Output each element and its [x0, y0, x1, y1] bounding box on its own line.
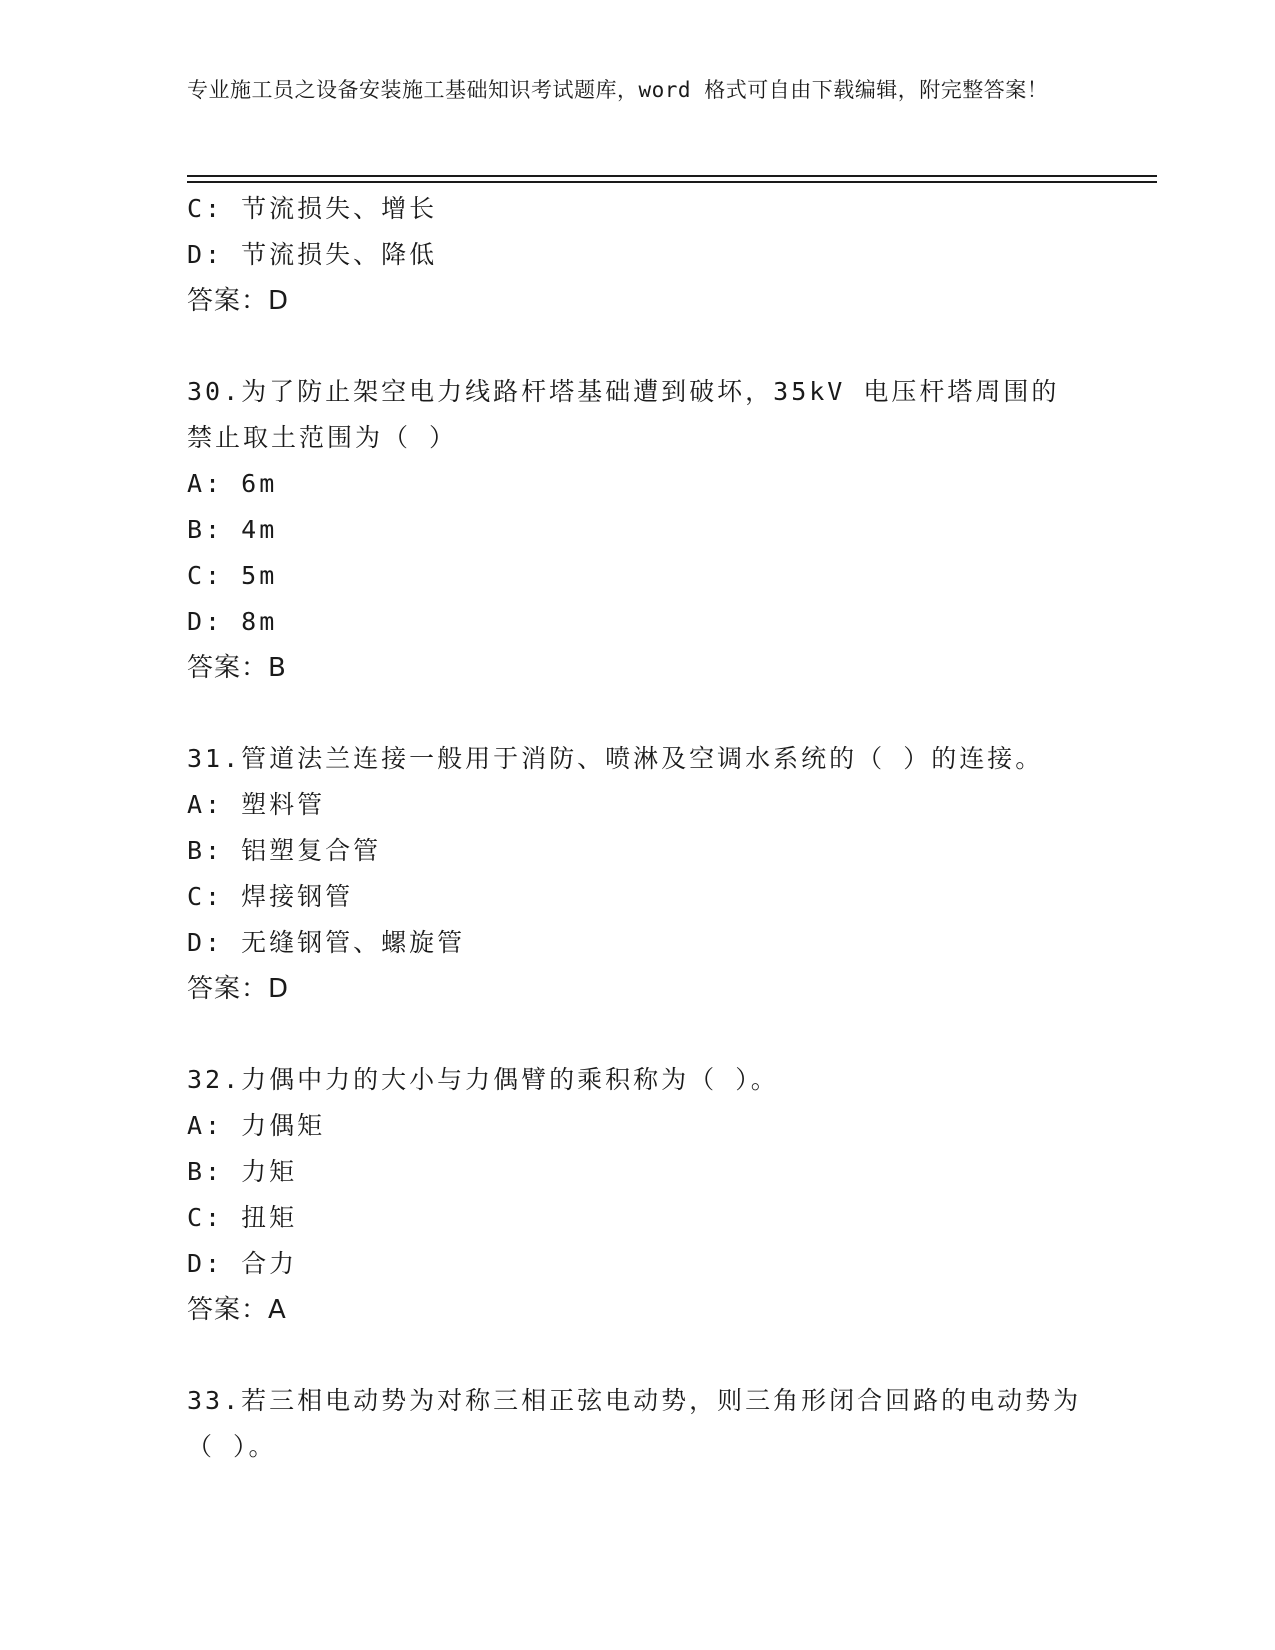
header-rule-top — [187, 175, 1157, 177]
option-b: B: 铝塑复合管 — [187, 836, 382, 865]
header-rule-bottom — [187, 181, 1157, 183]
document-header: 专业施工员之设备安装施工基础知识考试题库，word 格式可自由下载编辑，附完整答案！ — [187, 78, 1049, 102]
question-stem: 30.为了防止架空电力线路杆塔基础遭到破坏，35kV 电压杆塔周围的禁止取土范围为（ ） — [187, 377, 1060, 452]
option-a: A: 6m — [187, 469, 278, 498]
question-stem: 33.若三相电动势为对称三相正弦电动势，则三角形闭合回路的电动势为（ ）。 — [187, 1386, 1082, 1461]
option-a: A: 力偶矩 — [187, 1111, 326, 1140]
answer-line: 答案：D — [187, 974, 290, 1004]
question-32 — [187, 1057, 1087, 1333]
option-d: D: 合力 — [187, 1249, 298, 1278]
question-30 — [187, 369, 1087, 691]
option-b: B: 力矩 — [187, 1157, 298, 1186]
option-d: D: 无缝钢管、螺旋管 — [187, 928, 466, 957]
answer-line: 答案：D — [187, 286, 290, 316]
option-d: D: 节流损失、降低 — [187, 240, 438, 269]
option-c: C: 焊接钢管 — [187, 882, 354, 911]
question-31 — [187, 736, 1087, 1012]
question-continued — [187, 186, 1087, 324]
option-a: A: 塑料管 — [187, 790, 326, 819]
question-33 — [187, 1378, 1087, 1470]
question-stem: 32.力偶中力的大小与力偶臂的乘积称为（ ）。 — [187, 1065, 779, 1094]
option-b: B: 4m — [187, 515, 278, 544]
option-d: D: 8m — [187, 607, 278, 636]
answer-line: 答案：A — [187, 1295, 287, 1325]
question-stem: 31.管道法兰连接一般用于消防、喷淋及空调水系统的（ ）的连接。 — [187, 744, 1044, 773]
option-c: C: 节流损失、增长 — [187, 194, 438, 223]
option-c: C: 扭矩 — [187, 1203, 298, 1232]
option-c: C: 5m — [187, 561, 278, 590]
question-list — [187, 186, 1087, 1470]
answer-line: 答案：B — [187, 653, 287, 683]
